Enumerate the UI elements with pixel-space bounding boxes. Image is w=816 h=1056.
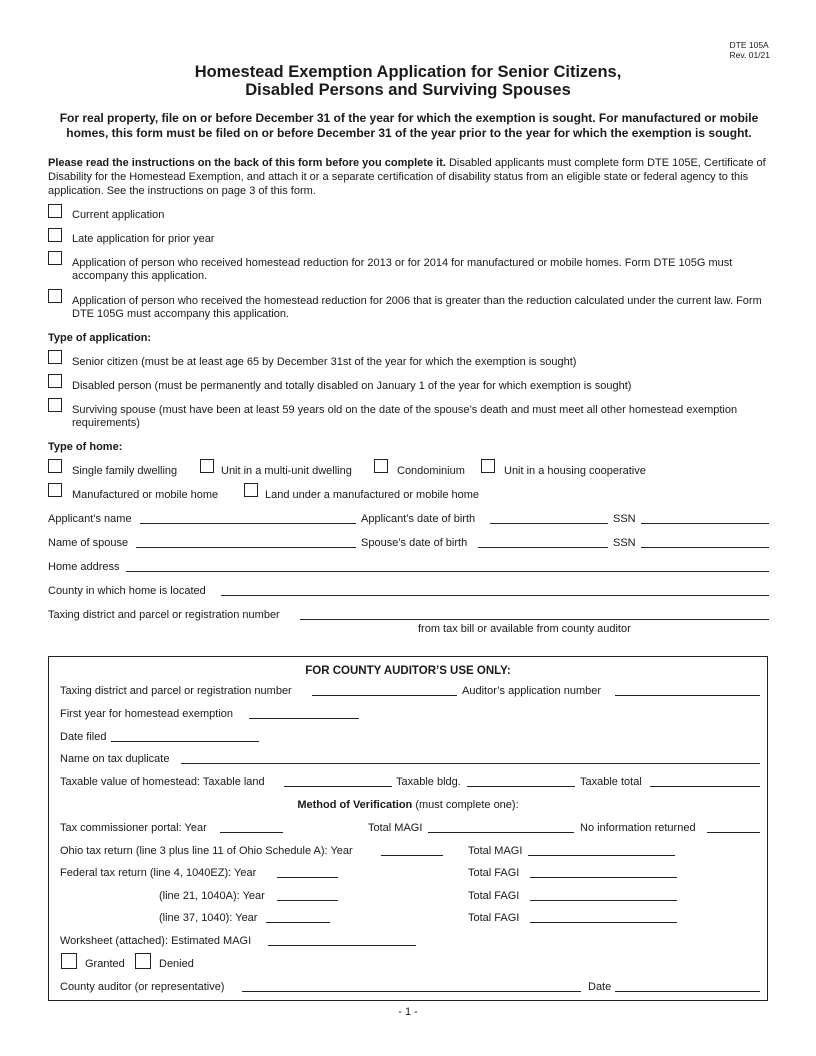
option-label: Late application for prior year xyxy=(72,233,215,245)
option-label: Disabled person (must be permanently and totally disabled on January 1 of the year for which exemption is sought) xyxy=(72,380,632,392)
option-label: Current application xyxy=(72,209,165,221)
date-filed-field[interactable] xyxy=(111,741,259,742)
federal-1040a-year-field[interactable] xyxy=(277,900,338,901)
multi-unit-checkbox[interactable] xyxy=(200,459,214,473)
auditor-taxing-district-label: Taxing district and parcel or registration number xyxy=(60,685,292,697)
ohio-return-label: Ohio tax return (line 3 plus line 11 of Ohio Schedule A): Year xyxy=(60,845,353,857)
instructions-paragraph: Please read the instructions on the back of this form before you complete it. Disabled applicants must complete form DTE 105E, Certificate of Disability for the Homestead Exemption, and attach it or a separate certification of disability status from an eligible state or federal agency to this application. See the instructions on page 3 of this form. xyxy=(48,157,766,197)
federal-1040-year-field[interactable] xyxy=(266,922,330,923)
taxable-land-field[interactable] xyxy=(284,786,392,787)
spouse-dob-label: Spouse’s date of birth xyxy=(361,537,468,549)
no-info-label: No information returned xyxy=(580,822,696,834)
first-year-label: First year for homestead exemption xyxy=(60,708,234,720)
spouse-dob-field[interactable] xyxy=(478,547,608,548)
late-application-checkbox[interactable] xyxy=(48,228,62,242)
taxable-total-field[interactable] xyxy=(650,786,760,787)
reduction-2006-checkbox[interactable] xyxy=(48,289,62,303)
housing-coop-checkbox[interactable] xyxy=(481,459,495,473)
portal-year-label: Tax commissioner portal: Year xyxy=(60,822,207,834)
home-type-label: Unit in a multi-unit dwelling xyxy=(221,465,352,477)
portal-year-field[interactable] xyxy=(220,832,283,833)
taxing-district-field[interactable] xyxy=(300,619,769,620)
denied-checkbox[interactable] xyxy=(135,953,151,969)
auditor-taxing-district-field[interactable] xyxy=(312,695,457,696)
home-address-label: Home address xyxy=(48,561,120,573)
county-auditor-signature-field[interactable] xyxy=(242,991,581,992)
county-auditor-label: County auditor (or representative) xyxy=(60,981,225,993)
granted-label: Granted xyxy=(85,958,125,970)
applicant-dob-field[interactable] xyxy=(490,523,608,524)
spouse-name-field[interactable] xyxy=(136,547,356,548)
revision: Rev. 01/21 xyxy=(729,50,770,60)
taxable-bldg-label: Taxable bldg. xyxy=(396,776,461,788)
ohio-total-magi-label: Total MAGI xyxy=(468,845,523,857)
taxing-district-label: Taxing district and parcel or registration number xyxy=(48,609,280,621)
taxable-land-label: Taxable value of homestead: Taxable land xyxy=(60,776,265,788)
applicant-name-label: Applicant’s name xyxy=(48,513,132,525)
total-fagi-label: Total FAGI xyxy=(468,890,520,902)
ssn-field[interactable] xyxy=(641,523,769,524)
federal-1040a-label: (line 21, 1040A): Year xyxy=(159,890,265,902)
home-type-label: Land under a manufactured or mobile home xyxy=(265,489,480,501)
applicant-name-field[interactable] xyxy=(140,523,356,524)
auditor-heading: FOR COUNTY AUDITOR’S USE ONLY: xyxy=(305,665,511,677)
granted-checkbox[interactable] xyxy=(61,953,77,969)
method-of-verification: Method of Verification (must complete one): xyxy=(297,799,519,811)
option-label: Application of person who received homestead reduction for 2013 or for 2014 for manufactured or mobile homes. Form DTE 105G must accompany this application. xyxy=(72,257,733,282)
filing-deadline-note: For real property, file on or before December 31 of the year for which the exemption is sought. For manufactured or mobile homes, this form must be filed on or before December 31 of the year prior to the year for which the exemption is sought. xyxy=(59,111,759,140)
option-label: Surviving spouse (must have been at least 59 years old on the date of the spouse’s death and must meet all other homestead exemption requirements) xyxy=(72,404,738,429)
option-label: Senior citizen (must be at least age 65 by December 31st of the year for which the exemption is sought) xyxy=(72,356,577,368)
spouse-name-label: Name of spouse xyxy=(48,537,129,549)
federal-1040-label: (line 37, 1040): Year xyxy=(159,912,258,924)
total-fagi-3-field[interactable] xyxy=(530,922,677,923)
worksheet-label: Worksheet (attached): Estimated MAGI xyxy=(60,935,252,947)
spouse-ssn-label: SSN xyxy=(613,537,636,549)
condominium-checkbox[interactable] xyxy=(374,459,388,473)
form-id-block xyxy=(730,40,770,60)
spouse-ssn-field[interactable] xyxy=(641,547,769,548)
total-fagi-2-field[interactable] xyxy=(530,900,677,901)
first-year-field[interactable] xyxy=(249,718,359,719)
applicant-dob-label: Applicant’s date of birth xyxy=(361,513,476,525)
surviving-spouse-checkbox[interactable] xyxy=(48,398,62,412)
federal-1040ez-year-field[interactable] xyxy=(277,877,338,878)
taxing-district-note: from tax bill or available from county auditor xyxy=(418,623,631,635)
name-on-duplicate-field[interactable] xyxy=(181,763,760,764)
total-fagi-label: Total FAGI xyxy=(468,867,520,879)
taxable-total-label: Taxable total xyxy=(580,776,642,788)
type-of-home-heading: Type of home: xyxy=(48,441,123,453)
total-fagi-1-field[interactable] xyxy=(530,877,677,878)
option-label: Application of person who received the homestead reduction for 2006 that is greater than the reduction calculated under the current law. Form DTE 105G must accompany this application. xyxy=(72,295,762,320)
home-address-field[interactable] xyxy=(126,571,769,572)
ssn-label: SSN xyxy=(613,513,636,525)
home-type-label: Manufactured or mobile home xyxy=(72,489,219,501)
total-fagi-label: Total FAGI xyxy=(468,912,520,924)
page-title: Homestead Exemption Application for Senior Citizens, Disabled Persons and Surviving Spouses xyxy=(194,63,622,99)
current-application-checkbox[interactable] xyxy=(48,204,62,218)
auditor-date-field[interactable] xyxy=(615,991,760,992)
type-of-application-heading: Type of application: xyxy=(48,332,152,344)
single-family-checkbox[interactable] xyxy=(48,459,62,473)
denied-label: Denied xyxy=(159,958,194,970)
taxable-bldg-field[interactable] xyxy=(467,786,575,787)
name-on-duplicate-label: Name on tax duplicate xyxy=(60,753,170,765)
auditor-app-number-label: Auditor’s application number xyxy=(462,685,602,697)
land-under-home-checkbox[interactable] xyxy=(244,483,258,497)
date-filed-label: Date filed xyxy=(60,731,107,743)
auditor-app-number-field[interactable] xyxy=(615,695,760,696)
federal-1040ez-label: Federal tax return (line 4, 1040EZ): Year xyxy=(60,867,257,879)
ohio-total-magi-field[interactable] xyxy=(528,855,675,856)
county-field[interactable] xyxy=(221,595,769,596)
form-id: DTE 105A xyxy=(729,40,769,50)
senior-citizen-checkbox[interactable] xyxy=(48,350,62,364)
total-magi-label: Total MAGI xyxy=(368,822,423,834)
auditor-date-label: Date xyxy=(588,981,612,993)
home-type-label: Single family dwelling xyxy=(72,465,178,477)
disabled-person-checkbox[interactable] xyxy=(48,374,62,388)
home-type-label: Condominium xyxy=(397,465,465,477)
worksheet-magi-field[interactable] xyxy=(268,945,416,946)
reduction-2013-checkbox[interactable] xyxy=(48,251,62,265)
home-type-label: Unit in a housing cooperative xyxy=(504,465,646,477)
county-label: County in which home is located xyxy=(48,585,206,597)
total-magi-field[interactable] xyxy=(428,832,574,833)
manufactured-home-checkbox[interactable] xyxy=(48,483,62,497)
page-number: - 1 - xyxy=(398,1006,418,1018)
no-info-field[interactable] xyxy=(707,832,760,833)
ohio-return-year-field[interactable] xyxy=(381,855,443,856)
